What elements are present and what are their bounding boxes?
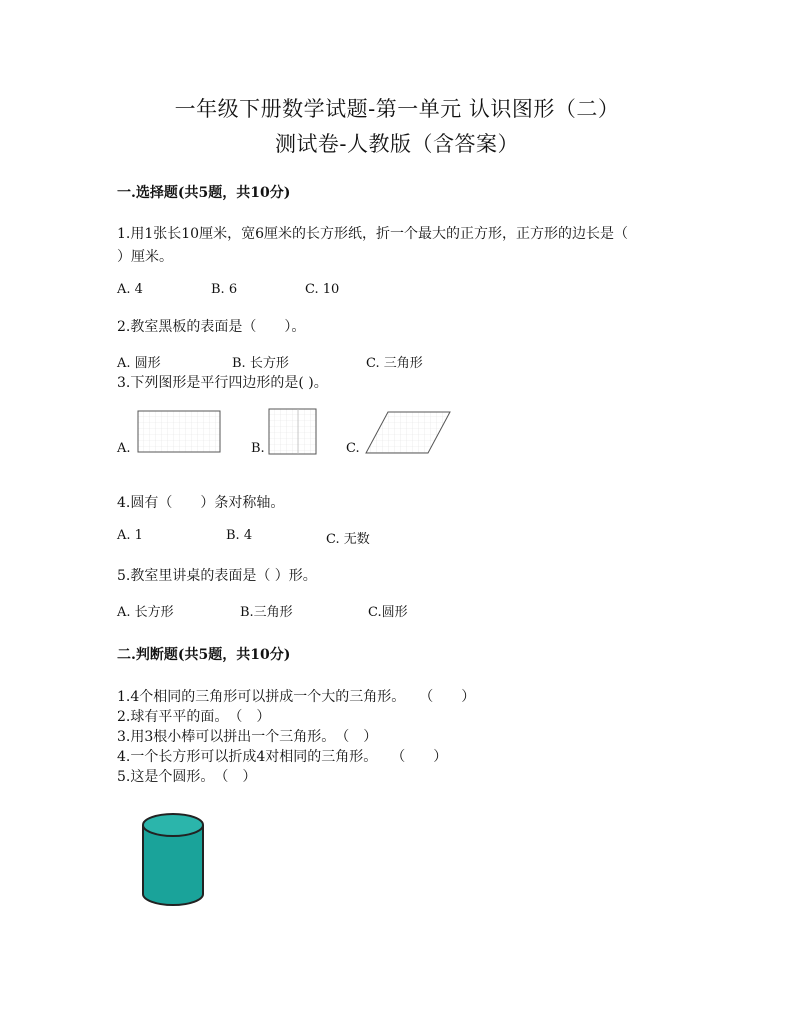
q1-option-a: A. 4 <box>117 282 143 297</box>
q2-option-c: C. 三角形 <box>366 356 423 371</box>
q2-option-a: A. 圆形 <box>117 356 161 371</box>
judge-item-5: 5.这是个圆形。 （ ） <box>117 769 257 785</box>
page-title-line1: 一年级下册数学试题-第一单元 认识图形（二） <box>174 97 620 121</box>
question-2: 2.教室黑板的表面是（ ）。 <box>117 319 306 335</box>
q3-option-c: C. <box>346 441 360 456</box>
square-shape <box>268 408 318 456</box>
question-1-line2: ）厘米。 <box>117 249 173 265</box>
cylinder-figure <box>140 812 206 908</box>
q1-option-b: B. 6 <box>211 282 238 297</box>
judge-item-4: 4.一个长方形可以折成4对相同的三角形。 （ ） <box>117 749 448 765</box>
q4-option-c: C. 无数 <box>326 532 370 547</box>
q4-option-b: B. 4 <box>226 528 253 543</box>
section-heading-choice: 一.选择题(共5题，共10分) <box>117 185 291 201</box>
question-5: 5.教室里讲桌的表面是（ ）形。 <box>117 568 317 584</box>
question-4: 4.圆有（ ）条对称轴。 <box>117 495 285 511</box>
q2-option-b: B. 长方形 <box>232 356 289 371</box>
q5-option-b: B.三角形 <box>240 605 293 620</box>
q4-option-a: A. 1 <box>117 528 143 543</box>
rectangle-shape <box>137 410 221 454</box>
question-3: 3.下列图形是平行四边形的是( )。 <box>117 375 328 391</box>
judge-item-2: 2.球有平平的面。 （ ） <box>117 709 271 725</box>
question-1-line1: 1.用1张长10厘米，宽6厘米的长方形纸，折一个最大的正方形，正方形的边长是（ <box>117 226 628 242</box>
page-title-line2: 测试卷-人教版（含答案） <box>274 132 520 156</box>
judge-item-3: 3.用3根小棒可以拼出一个三角形。 （ ） <box>117 729 378 745</box>
parallelogram-shape <box>364 410 452 456</box>
section-heading-judgement: 二.判断题(共5题，共10分) <box>117 647 291 663</box>
q3-option-a: A. <box>117 441 131 456</box>
q3-option-b: B. <box>251 441 265 456</box>
q5-option-c: C.圆形 <box>368 605 408 620</box>
q1-option-c: C. 10 <box>305 282 340 297</box>
judge-item-1: 1.4个相同的三角形可以拼成一个大的三角形。 （ ） <box>117 689 476 705</box>
q5-option-a: A. 长方形 <box>117 605 174 620</box>
